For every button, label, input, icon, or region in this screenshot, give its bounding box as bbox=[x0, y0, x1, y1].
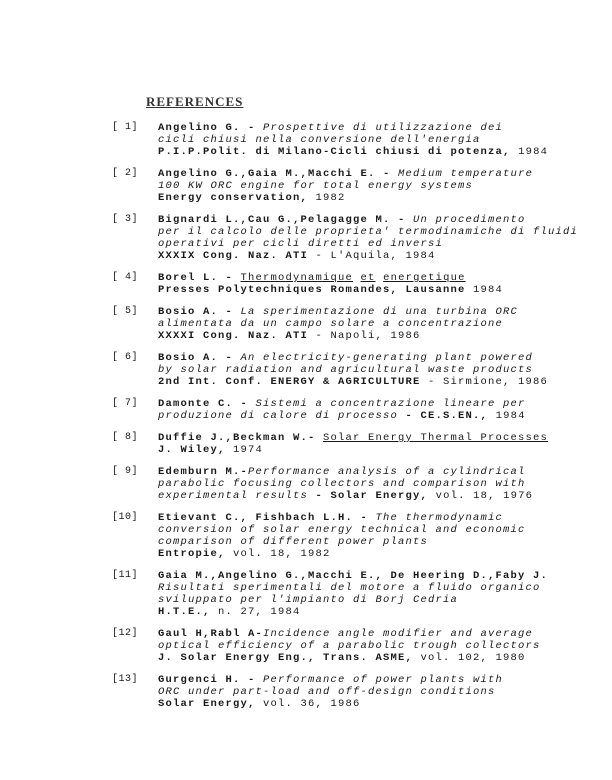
reference-list bbox=[112, 122, 582, 720]
reference-title: sviluppato per l'impianto di Borj Cedria bbox=[158, 594, 459, 606]
reference-source: XXXXI Cong. Naz. ATI bbox=[158, 330, 316, 342]
reference-title: parabolic focusing collectors and comparison with bbox=[158, 478, 526, 490]
reference-source: - CE.S.EN., bbox=[405, 410, 496, 422]
reference-line bbox=[158, 318, 582, 330]
reference-number: [ 6] bbox=[112, 352, 139, 363]
reference-title: The thermodynamic bbox=[375, 512, 504, 524]
reference-number: [ 3] bbox=[112, 214, 139, 225]
reference-title: Sistemi a concentrazione lineare per bbox=[255, 398, 526, 410]
reference-source: P.I.P.Polit. di Milano-Cicli chiusi di potenza, bbox=[158, 146, 519, 158]
reference-number: [ 2] bbox=[112, 168, 139, 179]
reference-number: [ 7] bbox=[112, 398, 139, 409]
reference-source: Bosio A. - bbox=[158, 352, 241, 364]
reference-line bbox=[158, 364, 582, 376]
reference-source: Solar Energy, bbox=[158, 698, 264, 710]
reference-source: 2nd Int. Conf. ENERGY & AGRICULTURE bbox=[158, 376, 429, 388]
reference-line bbox=[158, 284, 582, 296]
reference-detail: 1974 bbox=[233, 444, 264, 456]
reference-item bbox=[112, 352, 582, 388]
reference-line bbox=[158, 192, 582, 204]
reference-line bbox=[158, 512, 582, 524]
reference-title: 100 KW ORC engine for total energy systems bbox=[158, 180, 474, 192]
reference-title: by solar radiation and agricultural waste products bbox=[158, 364, 534, 376]
reference-title: An electricity-generating plant powered bbox=[240, 352, 534, 364]
reference-item bbox=[112, 432, 582, 456]
reference-title: Un procedimento bbox=[413, 214, 526, 226]
reference-source: Presses Polytechniques Romandes, Lausanne bbox=[158, 284, 474, 296]
reference-title: comparison of different power plants bbox=[158, 536, 429, 548]
reference-line bbox=[158, 466, 582, 478]
reference-line bbox=[158, 674, 582, 686]
reference-detail: vol. 18, 1982 bbox=[233, 548, 331, 560]
reference-item bbox=[112, 674, 582, 710]
reference-line bbox=[158, 272, 582, 284]
reference-detail: 1984 bbox=[495, 410, 526, 422]
reference-detail: - L'Aquila, 1984 bbox=[315, 250, 436, 262]
reference-title: cicli chiusi nella conversione dell'energia bbox=[158, 134, 481, 146]
reference-item bbox=[112, 512, 582, 560]
reference-title: Performance of power plants with bbox=[263, 674, 504, 686]
reference-line bbox=[158, 352, 582, 364]
reference-number: [ 1] bbox=[112, 122, 139, 133]
reference-item bbox=[112, 168, 582, 204]
reference-line bbox=[158, 134, 582, 146]
reference-source: Borel L. - bbox=[158, 272, 241, 284]
reference-detail bbox=[353, 272, 361, 284]
reference-title: conversion of solar energy technical and economic bbox=[158, 524, 526, 536]
reference-item bbox=[112, 306, 582, 342]
reference-line bbox=[158, 180, 582, 192]
reference-title: experimental results bbox=[158, 490, 316, 502]
reference-line bbox=[158, 478, 582, 490]
reference-source: Angelino G.,Gaia M.,Macchi E. - bbox=[158, 168, 399, 180]
reference-book-title: Thermodynamique bbox=[240, 272, 354, 284]
reference-line bbox=[158, 306, 582, 318]
reference-detail: vol. 102, 1980 bbox=[420, 652, 526, 664]
reference-line bbox=[158, 214, 582, 226]
reference-detail: vol. 36, 1986 bbox=[263, 698, 361, 710]
reference-line bbox=[158, 628, 582, 640]
reference-number: [ 4] bbox=[112, 272, 139, 283]
reference-line bbox=[158, 490, 582, 502]
reference-line bbox=[158, 168, 582, 180]
reference-line bbox=[158, 698, 582, 710]
reference-line bbox=[158, 410, 582, 422]
reference-source: Etievant C., Fishbach L.H. - bbox=[158, 512, 376, 524]
reference-line bbox=[158, 398, 582, 410]
reference-line bbox=[158, 524, 582, 536]
reference-line bbox=[158, 444, 582, 456]
reference-line bbox=[158, 570, 582, 582]
reference-detail: 1982 bbox=[315, 192, 346, 204]
reference-line bbox=[158, 652, 582, 664]
reference-number: [12] bbox=[112, 628, 139, 639]
reference-item bbox=[112, 214, 582, 262]
reference-line bbox=[158, 376, 582, 388]
reference-number: [10] bbox=[112, 512, 139, 523]
reference-line bbox=[158, 582, 582, 594]
reference-title: optical efficiency of a parabolic trough collectors bbox=[158, 640, 541, 652]
reference-number: [11] bbox=[112, 570, 139, 581]
reference-line bbox=[158, 226, 582, 238]
reference-source: XXXIX Cong. Naz. ATI bbox=[158, 250, 316, 262]
reference-title: operativi per cicli diretti ed inversi bbox=[158, 238, 444, 250]
reference-title: ORC under part-load and off-design conditions bbox=[158, 686, 496, 698]
reference-line bbox=[158, 330, 582, 342]
reference-title: La sperimentazione di una turbina ORC bbox=[240, 306, 519, 318]
reference-title: produzione di calore di processo bbox=[158, 410, 406, 422]
reference-source: Damonte C. - bbox=[158, 398, 256, 410]
reference-source: H.T.E., bbox=[158, 606, 219, 618]
reference-source: Edemburn M.- bbox=[158, 466, 249, 478]
reference-book-title: energetique bbox=[383, 272, 466, 284]
reference-title: Risultati sperimentali del motore a fluido organico bbox=[158, 582, 541, 594]
reference-source: Gaia M.,Angelino G.,Macchi E., De Heering D.,Faby J. bbox=[158, 570, 549, 582]
reference-item bbox=[112, 466, 582, 502]
reference-item bbox=[112, 398, 582, 422]
reference-detail bbox=[376, 272, 384, 284]
reference-line bbox=[158, 238, 582, 250]
reference-source: J. Solar Energy Eng., Trans. ASME, bbox=[158, 652, 421, 664]
reference-line bbox=[158, 686, 582, 698]
reference-source: Energy conservation, bbox=[158, 192, 316, 204]
reference-source: - Solar Energy, bbox=[315, 490, 436, 502]
reference-line bbox=[158, 122, 582, 134]
reference-source: Duffie J.,Beckman W.- bbox=[158, 432, 324, 444]
reference-line bbox=[158, 606, 582, 618]
reference-line bbox=[158, 594, 582, 606]
reference-title: per il calcolo delle proprieta' termodinamiche di fluidi bbox=[158, 226, 579, 238]
reference-source: Bignardi L.,Cau G.,Pelagagge M. - bbox=[158, 214, 414, 226]
reference-book-title: et bbox=[360, 272, 376, 284]
reference-number: [ 9] bbox=[112, 466, 139, 477]
reference-line bbox=[158, 640, 582, 652]
reference-item bbox=[112, 628, 582, 664]
reference-title: Incidence angle modifier and average bbox=[263, 628, 534, 640]
reference-source: Bosio A. - bbox=[158, 306, 241, 318]
reference-item bbox=[112, 570, 582, 618]
reference-title: Medium temperature bbox=[398, 168, 534, 180]
reference-source: Angelino G. - bbox=[158, 122, 264, 134]
reference-detail: - Napoli, 1986 bbox=[315, 330, 421, 342]
reference-line bbox=[158, 432, 582, 444]
reference-line bbox=[158, 250, 582, 262]
reference-source: J. Wiley, bbox=[158, 444, 234, 456]
reference-source: Entropie, bbox=[158, 548, 234, 560]
reference-source: Gaul H,Rabl A- bbox=[158, 628, 264, 640]
reference-item bbox=[112, 122, 582, 158]
reference-number: [ 8] bbox=[112, 432, 139, 443]
reference-item bbox=[112, 272, 582, 296]
reference-number: [ 5] bbox=[112, 306, 139, 317]
reference-title: Performance analysis of a cylindrical bbox=[248, 466, 526, 478]
reference-detail: vol. 18, 1976 bbox=[435, 490, 534, 502]
reference-line bbox=[158, 146, 582, 158]
reference-book-title: Solar Energy Thermal Processes bbox=[323, 432, 549, 444]
reference-line bbox=[158, 536, 582, 548]
reference-line bbox=[158, 548, 582, 560]
reference-title: alimentata da un campo solare a concentrazione bbox=[158, 318, 504, 330]
reference-source: Gurgenci H. - bbox=[158, 674, 264, 686]
reference-title: Prospettive di utilizzazione dei bbox=[263, 122, 504, 134]
reference-detail: 1984 bbox=[473, 284, 504, 296]
reference-detail: n. 27, 1984 bbox=[218, 606, 301, 618]
reference-number: [13] bbox=[112, 674, 139, 685]
reference-detail: - Sirmione, 1986 bbox=[428, 376, 549, 388]
reference-detail: 1984 bbox=[518, 146, 549, 158]
references-heading: REFERENCES bbox=[146, 94, 244, 109]
